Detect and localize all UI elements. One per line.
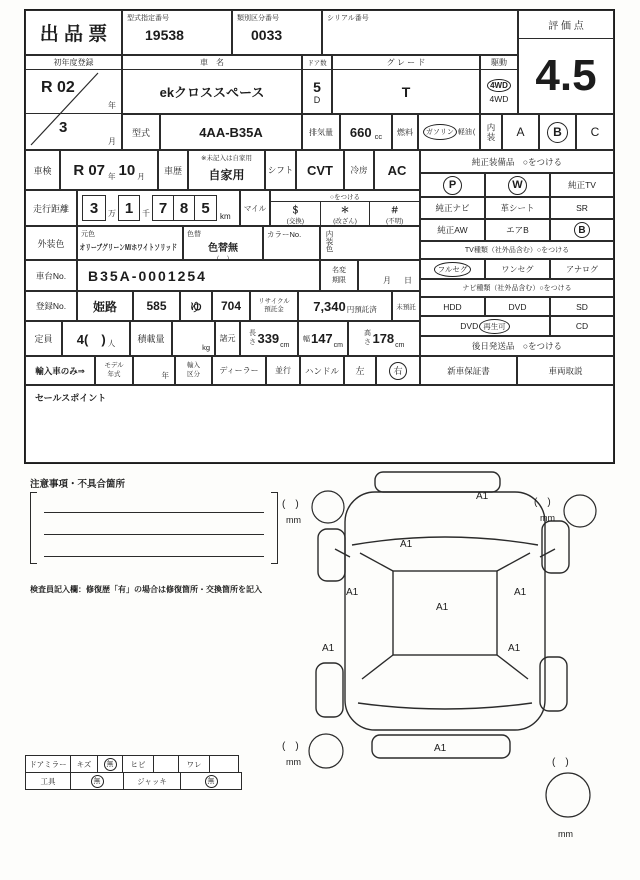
drive-cell bbox=[480, 55, 518, 114]
model-year-value-cell bbox=[133, 356, 175, 385]
width-label: 幅 bbox=[302, 335, 310, 343]
first-registration-era-value: R 02 bbox=[41, 79, 75, 96]
width-cell bbox=[298, 321, 348, 356]
mileage-digit-group bbox=[152, 195, 217, 221]
height-unit: cm bbox=[395, 341, 405, 349]
shift-label: シフト bbox=[265, 150, 296, 190]
meter-option-exchange bbox=[271, 202, 321, 225]
spec-label: 諸元 bbox=[215, 321, 240, 356]
doors-cell bbox=[302, 55, 332, 114]
serial-label: シリアル番号 bbox=[327, 15, 369, 22]
registration-no-label: 登録No. bbox=[25, 291, 77, 321]
damage-mark-roof: A1 bbox=[436, 602, 449, 613]
car-name-label: 車 名 bbox=[123, 56, 301, 70]
meter-option-unknown bbox=[370, 202, 419, 225]
meter-symbol-exchange: ＄ bbox=[290, 204, 300, 215]
tire-tread-circles bbox=[309, 491, 596, 817]
tread-labels bbox=[282, 497, 573, 839]
scratch-label: キズ bbox=[70, 755, 98, 773]
import-only-label: 輸入車のみ⇒ bbox=[25, 356, 95, 385]
rear-line bbox=[358, 703, 532, 709]
scratch-none-selected: 無 bbox=[104, 758, 117, 771]
doors-unit: D bbox=[313, 94, 321, 105]
leather-seat-option: 革シート bbox=[485, 197, 550, 219]
interior-grade-label: 内装 bbox=[486, 122, 496, 142]
hdd-option: HDD bbox=[420, 297, 485, 316]
tread-paren-front-right: ( ) bbox=[534, 497, 551, 508]
month-suffix: 月 bbox=[108, 137, 116, 146]
inspection-label: 車検 bbox=[25, 150, 60, 190]
import-type-label-cell bbox=[175, 356, 212, 385]
width-unit: cm bbox=[333, 341, 344, 349]
history-value: 自家用 bbox=[208, 168, 245, 182]
era-diagonal-line bbox=[26, 70, 121, 149]
history-label: 車歴 bbox=[158, 150, 188, 190]
mileage-km-unit: km bbox=[220, 211, 231, 221]
capacity-unit: 人 bbox=[107, 339, 116, 348]
caution-writing-area bbox=[30, 492, 278, 564]
drive-option: 4WD bbox=[489, 94, 509, 104]
recycle-deposited: 円預託済 bbox=[346, 305, 377, 314]
doors-value: 5 bbox=[313, 78, 321, 95]
note-line-1 bbox=[44, 512, 264, 513]
plate-number: 704 bbox=[212, 291, 250, 321]
meter-symbol-tampered: ＊ bbox=[340, 204, 350, 215]
score-value: 4.5 bbox=[535, 51, 597, 100]
damage-marks bbox=[322, 491, 527, 754]
plate-kana: ゆ bbox=[180, 291, 212, 321]
interior-grade-b-cell bbox=[539, 114, 576, 150]
inspection-month-suffix: 月 bbox=[137, 172, 145, 181]
chassis-label: 車台No. bbox=[25, 260, 77, 291]
model-label: 型式 bbox=[122, 114, 160, 150]
tread-circle-rear-right bbox=[546, 773, 590, 817]
chassis-value: B35A-0001254 bbox=[88, 267, 207, 284]
load-label: 積載量 bbox=[130, 321, 172, 356]
genuine-navi-option: 純正ナビ bbox=[420, 197, 485, 219]
handle-right-selected: 右 bbox=[389, 362, 407, 380]
tread-paren-rear-left: ( ) bbox=[282, 741, 299, 752]
tread-paren-front-left: ( ) bbox=[282, 499, 299, 510]
genuine-tv-option: 純正TV bbox=[550, 173, 614, 197]
load-value-cell bbox=[172, 321, 215, 356]
doors-label: ドア数 bbox=[303, 56, 331, 70]
interior-color-cell bbox=[320, 226, 420, 260]
length-label: 長さ bbox=[248, 330, 256, 346]
displacement-value: 660 bbox=[349, 124, 372, 140]
first-registration-cell bbox=[25, 55, 122, 150]
car-damage-diagram bbox=[280, 465, 615, 865]
alloy-wheel-option: 純正AW bbox=[420, 219, 485, 241]
rear-window-lines bbox=[362, 655, 528, 679]
roof bbox=[393, 571, 497, 655]
mileage-label: 走行距離 bbox=[25, 190, 77, 226]
color-no-label: カラーNo. bbox=[267, 230, 302, 239]
model-value: 4AA-B35A bbox=[160, 114, 302, 150]
interior-grade-a: A bbox=[502, 114, 539, 150]
car-name-cell bbox=[122, 55, 302, 114]
tread-circle-front-right bbox=[564, 495, 596, 527]
height-value: 178 bbox=[372, 331, 395, 346]
jack-none-selected: 無 bbox=[205, 775, 218, 788]
grade-label: グ レ ー ド bbox=[333, 56, 479, 70]
recycle-not-deposited: 未預託 bbox=[392, 291, 420, 321]
windshield-lines bbox=[360, 553, 530, 571]
sunroof-option: SR bbox=[550, 197, 614, 219]
inspection-era: R 07 bbox=[73, 161, 105, 179]
crack-status-cell bbox=[153, 755, 179, 773]
recycle-amount-cell bbox=[298, 291, 392, 321]
navi-type-header: ナビ種類（社外品含む）○をつける bbox=[420, 279, 614, 297]
meter-mark-note: ○をつける bbox=[271, 191, 419, 202]
later-shipping-header: 後日発送品 ○をつける bbox=[420, 336, 614, 356]
tools-status-cell bbox=[70, 772, 124, 790]
fuel-value-cell bbox=[418, 114, 480, 150]
name-change-label-cell bbox=[320, 260, 358, 291]
car-name-value: ekクロススペース bbox=[159, 85, 265, 100]
interior-grade-label-cell bbox=[480, 114, 502, 150]
tread-mm-front-left: mm bbox=[286, 515, 301, 525]
model-year-label: モデル年式 bbox=[104, 362, 124, 378]
plate-area: 姫路 bbox=[77, 291, 133, 321]
mileage-ones: 5 bbox=[201, 199, 210, 217]
mileage-tens: 8 bbox=[174, 196, 195, 220]
side-mirrors bbox=[335, 549, 555, 557]
original-color-value: オリーブグリーンM/ホワイトソリッド bbox=[79, 243, 178, 252]
chip-label: ワレ bbox=[178, 755, 210, 773]
displacement-label: 排気量 bbox=[302, 114, 340, 150]
analog-option: アナログ bbox=[550, 259, 614, 279]
tread-mm-rear-left: mm bbox=[286, 757, 301, 767]
door-mirror-row bbox=[25, 755, 245, 773]
model-year-suffix: 年 bbox=[161, 371, 169, 380]
tread-mm-front-right: mm bbox=[540, 513, 555, 523]
mileage-hundreds: 7 bbox=[153, 196, 174, 220]
repaint-value: 色替無 bbox=[208, 243, 238, 254]
handle-label: ハンドル bbox=[300, 356, 344, 385]
damage-mark-right-rear: A1 bbox=[508, 643, 521, 654]
load-unit: kg bbox=[202, 343, 210, 352]
history-note: ※未記入は自家用 bbox=[201, 155, 252, 162]
accessory-check-table bbox=[25, 755, 245, 790]
meter-caption-tampered: (改ざん) bbox=[333, 217, 357, 225]
one-seg-option: ワンセグ bbox=[485, 259, 550, 279]
capacity-value-cell bbox=[62, 321, 130, 356]
inspector-note: 検査員記入欄：修復歴「有」の場合は修復箇所・交換箇所を記入 bbox=[30, 585, 262, 594]
airbag-mark-cell bbox=[550, 219, 614, 241]
capacity-label: 定員 bbox=[25, 321, 62, 356]
import-parallel-option: 並行 bbox=[266, 356, 300, 385]
repaint-cell bbox=[183, 226, 263, 260]
handle-left-option: 左 bbox=[344, 356, 376, 385]
interior-color-label: 内装色 bbox=[325, 230, 334, 253]
recycle-label-cell bbox=[250, 291, 298, 321]
wheel-rear-right bbox=[540, 657, 567, 711]
meter-option-tampered bbox=[321, 202, 371, 225]
tread-circle-front-left bbox=[312, 491, 344, 523]
full-seg-cell bbox=[420, 259, 485, 279]
name-change-date-cell bbox=[358, 260, 420, 291]
power-window-selected: W bbox=[508, 176, 527, 195]
airbag-option: エアB bbox=[485, 219, 550, 241]
classification-value: 0033 bbox=[251, 27, 283, 43]
damage-mark-front-right: A1 bbox=[476, 491, 489, 502]
inspection-value-cell bbox=[60, 150, 158, 190]
bracket-left bbox=[30, 492, 37, 564]
bracket-right bbox=[271, 492, 278, 564]
cooling-label: 冷房 bbox=[344, 150, 374, 190]
damage-mark-left-rear: A1 bbox=[322, 643, 335, 654]
tread-mm-rear-right: mm bbox=[558, 829, 573, 839]
fuel-label: 燃料 bbox=[392, 114, 418, 150]
original-color-cell bbox=[77, 226, 183, 260]
wheel-front-left bbox=[318, 529, 345, 581]
height-label: 高さ bbox=[363, 330, 371, 346]
color-no-cell bbox=[263, 226, 320, 260]
door-mirror-label: ドアミラー bbox=[25, 755, 71, 773]
meter-status-options bbox=[271, 202, 419, 225]
caution-label: 注意事項・不具合箇所 bbox=[30, 479, 126, 490]
scratch-status-cell bbox=[97, 755, 123, 773]
sheet-title-text: 出 品 票 bbox=[39, 24, 108, 45]
cd-option: CD bbox=[550, 316, 614, 336]
sales-point-label: セールスポイント bbox=[35, 393, 107, 403]
history-value-cell bbox=[188, 150, 265, 190]
tools-label: 工具 bbox=[25, 772, 71, 790]
damage-mark-right-front: A1 bbox=[514, 587, 527, 598]
exterior-color-label: 外装色 bbox=[25, 226, 77, 260]
meter-status-cell bbox=[270, 190, 420, 226]
model-designation-cell bbox=[122, 10, 232, 55]
jack-status-cell bbox=[180, 772, 242, 790]
damage-mark-left-front: A1 bbox=[346, 587, 359, 598]
tools-none-selected: 無 bbox=[91, 775, 104, 788]
note-line-2 bbox=[44, 534, 264, 535]
power-window-cell bbox=[485, 173, 550, 197]
shift-value: CVT bbox=[296, 150, 344, 190]
mileage-value-cell bbox=[77, 190, 240, 226]
fuel-paren: ( bbox=[472, 128, 476, 136]
year-suffix: 年 bbox=[108, 101, 116, 110]
airbag-selected: B bbox=[574, 222, 590, 238]
note-line-3 bbox=[44, 556, 264, 557]
drive-label: 駆動 bbox=[481, 56, 517, 70]
power-steering-cell bbox=[420, 173, 485, 197]
displacement-unit: cc bbox=[374, 132, 383, 141]
car-outline bbox=[316, 472, 569, 758]
score-cell bbox=[518, 10, 614, 114]
tv-type-header: TV種類（社外品含む）○をつける bbox=[420, 241, 614, 259]
width-value: 147 bbox=[310, 331, 333, 346]
first-registration-month-value: 3 bbox=[59, 119, 68, 136]
front-bumper bbox=[375, 472, 500, 492]
wheel-rear-left bbox=[316, 663, 343, 717]
length-unit: cm bbox=[280, 341, 290, 349]
cooling-value: AC bbox=[374, 150, 420, 190]
sd-option: SD bbox=[550, 297, 614, 316]
length-value: 339 bbox=[257, 331, 280, 346]
chip-status-cell bbox=[209, 755, 239, 773]
sales-point-cell bbox=[25, 385, 614, 463]
hood-line bbox=[352, 537, 538, 545]
import-type-label: 輸入区分 bbox=[187, 362, 200, 378]
tread-paren-rear-right: ( ) bbox=[552, 757, 569, 768]
fuel-other-option: 軽油 bbox=[457, 129, 472, 136]
meter-caption-exchange: (交換) bbox=[286, 217, 304, 225]
grade-value: T bbox=[401, 83, 411, 100]
wheel-front-right bbox=[542, 521, 569, 573]
score-label: 評 価 点 bbox=[519, 11, 613, 39]
grade-cell bbox=[332, 55, 480, 114]
inspection-month: 10 bbox=[118, 161, 136, 179]
original-color-label: 元色 bbox=[81, 231, 95, 238]
recycle-label: リサイクル預託金 bbox=[258, 297, 290, 313]
model-designation-value: 19538 bbox=[145, 27, 184, 43]
manual-option: 車両取説 bbox=[517, 356, 614, 385]
mileage-thousands: 1 bbox=[118, 195, 140, 221]
interior-grade-b-selected: B bbox=[547, 122, 568, 143]
mileage-man-unit: 万 bbox=[108, 208, 116, 218]
fuel-selected: ガソリン bbox=[423, 124, 457, 140]
displacement-value-cell bbox=[340, 114, 392, 150]
first-registration-label: 初年度登録 bbox=[26, 56, 121, 70]
dvd-prefix: DVD bbox=[460, 321, 479, 331]
classification-label: 類別区分番号 bbox=[237, 15, 279, 22]
damage-mark-hood: A1 bbox=[400, 539, 413, 550]
meter-caption-unknown: (不明) bbox=[386, 217, 404, 225]
name-change-month-suffix: 月 bbox=[383, 276, 391, 285]
mile-label: マイル bbox=[240, 190, 270, 226]
capacity-value: 4( ) bbox=[76, 332, 106, 347]
mileage-ten-thousands: 3 bbox=[82, 195, 106, 221]
full-seg-selected: フルセグ bbox=[434, 262, 472, 277]
dvd-option: DVD bbox=[485, 297, 550, 316]
name-change-day-suffix: 日 bbox=[404, 276, 412, 285]
tools-row bbox=[25, 772, 245, 790]
drive-selected: 4WD bbox=[487, 79, 511, 92]
handle-right-cell bbox=[376, 356, 420, 385]
name-change-label: 名変期限 bbox=[332, 267, 346, 284]
chassis-value-cell bbox=[77, 260, 320, 291]
dvd-playable-cell bbox=[420, 316, 550, 336]
crack-label: ヒビ bbox=[122, 755, 154, 773]
damage-mark-rear-bumper: A1 bbox=[434, 743, 447, 754]
plate-class: 585 bbox=[133, 291, 180, 321]
jack-label: ジャッキ bbox=[123, 772, 181, 790]
sheet-title bbox=[25, 10, 122, 55]
model-designation-label: 型式指定番号 bbox=[127, 15, 169, 22]
equipment-header: 純正装備品 ○をつける bbox=[420, 150, 614, 173]
mileage-sen-unit: 千 bbox=[142, 208, 150, 218]
power-steering-selected: P bbox=[443, 176, 462, 195]
recycle-amount: 7,340 bbox=[313, 298, 346, 314]
repaint-label: 色替 bbox=[187, 231, 201, 238]
interior-grade-c: C bbox=[576, 114, 614, 150]
inspection-year-suffix: 年 bbox=[108, 172, 116, 181]
warranty-book-option: 新車保証書 bbox=[420, 356, 517, 385]
classification-cell bbox=[232, 10, 322, 55]
tread-circle-rear-left bbox=[309, 734, 343, 768]
import-dealer-option: ディーラー bbox=[212, 356, 266, 385]
length-cell bbox=[240, 321, 298, 356]
height-cell bbox=[348, 321, 420, 356]
dvd-playable-selected: 再生可 bbox=[479, 319, 510, 334]
model-year-label-cell bbox=[95, 356, 133, 385]
serial-cell bbox=[322, 10, 518, 55]
meter-symbol-unknown: ＃ bbox=[390, 204, 400, 215]
